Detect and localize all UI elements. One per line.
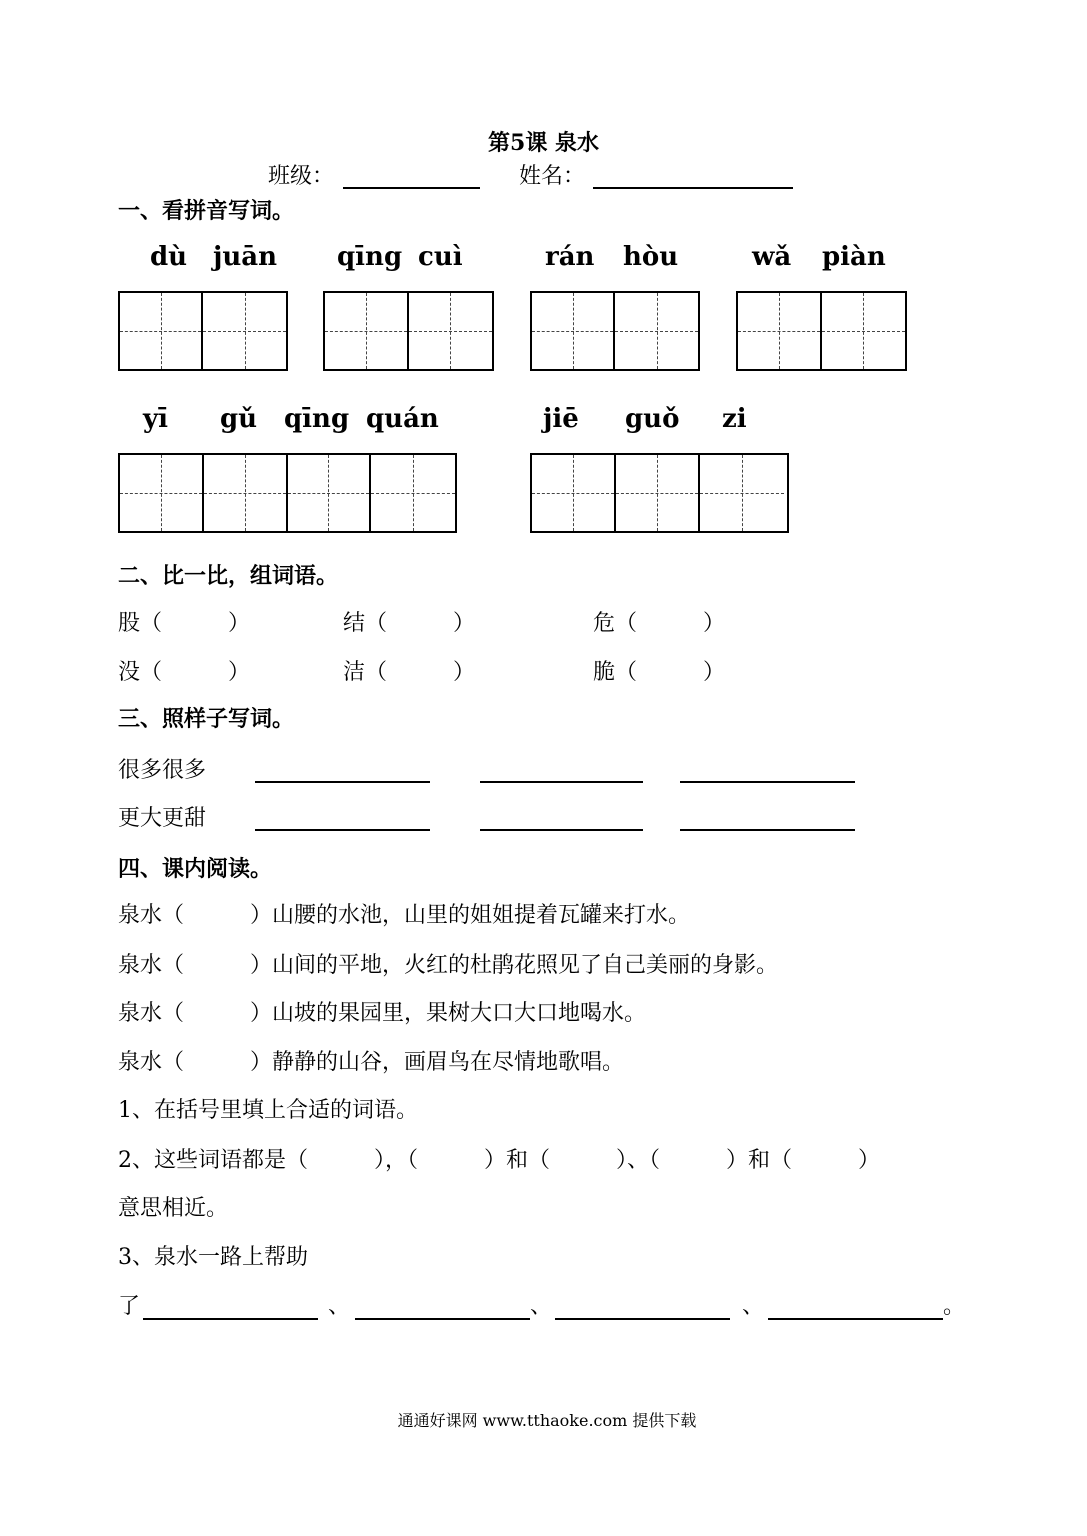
answer-line[interactable] (680, 829, 855, 831)
answer-line[interactable] (480, 781, 643, 783)
class-label: 班级： (268, 164, 335, 189)
pinyin: yī (143, 404, 168, 434)
answer-line[interactable] (143, 1318, 318, 1320)
example-label: 很多很多 (118, 758, 207, 783)
answer-line[interactable] (480, 829, 643, 831)
answer-line[interactable] (255, 829, 430, 831)
footer: 通通好课网 www.tthaoke.com 提供下载 (397, 1411, 697, 1430)
pinyin: qīng (284, 404, 350, 434)
question-2-cont: 意思相近。 (118, 1196, 229, 1221)
section-4-heading: 四、课内阅读。 (118, 856, 273, 882)
pinyin: qīng (337, 242, 403, 272)
reading-line: 泉水（ ）静静的山谷，画眉鸟在尽情地歌唱。 (118, 1050, 625, 1075)
word-item: 危（ ） (593, 611, 726, 636)
answer-line[interactable] (680, 781, 855, 783)
answer-line[interactable] (768, 1318, 943, 1320)
word-item: 洁（ ） (343, 660, 476, 685)
pinyin: hòu (623, 242, 679, 272)
answer-line[interactable] (355, 1318, 530, 1320)
pinyin: rán (545, 242, 595, 272)
question-2: 2、这些词语都是（ ），（ ）和（ ）、（ ）和（ ） (118, 1148, 880, 1173)
answer-line[interactable] (255, 781, 430, 783)
question-1: 1、在括号里填上合适的词语。 (118, 1098, 418, 1123)
pinyin: zi (722, 404, 747, 434)
writing-grid[interactable] (530, 453, 789, 533)
pinyin: piàn (822, 242, 886, 272)
pinyin: dù (150, 242, 188, 272)
section-1-heading: 一、看拼音写词。 (118, 198, 295, 224)
answer-line[interactable] (555, 1318, 730, 1320)
pinyin: jiē (543, 404, 579, 434)
word-item: 脆（ ） (593, 660, 726, 685)
question-3-start: 了 (118, 1294, 141, 1319)
name-label: 姓名： (519, 164, 586, 189)
pinyin: quán (366, 404, 439, 434)
pinyin: guǒ (625, 404, 680, 434)
section-2-heading: 二、比一比，组词语。 (118, 563, 339, 589)
separator: 。 (943, 1294, 966, 1319)
pinyin: cuì (418, 242, 463, 272)
writing-grid[interactable] (118, 453, 457, 533)
page-title: 第5课 泉水 (488, 130, 599, 156)
writing-grid[interactable] (118, 291, 288, 371)
separator: 、 (742, 1294, 765, 1319)
word-item: 股（ ） (118, 611, 251, 636)
example-label: 更大更甜 (118, 806, 207, 831)
pinyin: wǎ (752, 242, 792, 272)
separator: 、 (328, 1294, 351, 1319)
question-3: 3、泉水一路上帮助 (118, 1245, 308, 1270)
writing-grid[interactable] (530, 291, 700, 371)
pinyin: juān (213, 242, 278, 272)
separator: 、 (530, 1294, 553, 1319)
word-item: 结（ ） (343, 611, 476, 636)
word-item: 没（ ） (118, 660, 251, 685)
section-3-heading: 三、照样子写词。 (118, 706, 295, 732)
writing-grid[interactable] (323, 291, 494, 371)
reading-line: 泉水（ ）山间的平地，火红的杜鹃花照见了自己美丽的身影。 (118, 953, 779, 978)
class-field[interactable] (343, 187, 480, 189)
writing-grid[interactable] (736, 291, 907, 371)
reading-line: 泉水（ ）山坡的果园里，果树大口大口地喝水。 (118, 1001, 647, 1026)
name-field[interactable] (593, 187, 793, 189)
reading-line: 泉水（ ）山腰的水池，山里的姐姐提着瓦罐来打水。 (118, 903, 691, 928)
pinyin: gǔ (220, 404, 258, 434)
